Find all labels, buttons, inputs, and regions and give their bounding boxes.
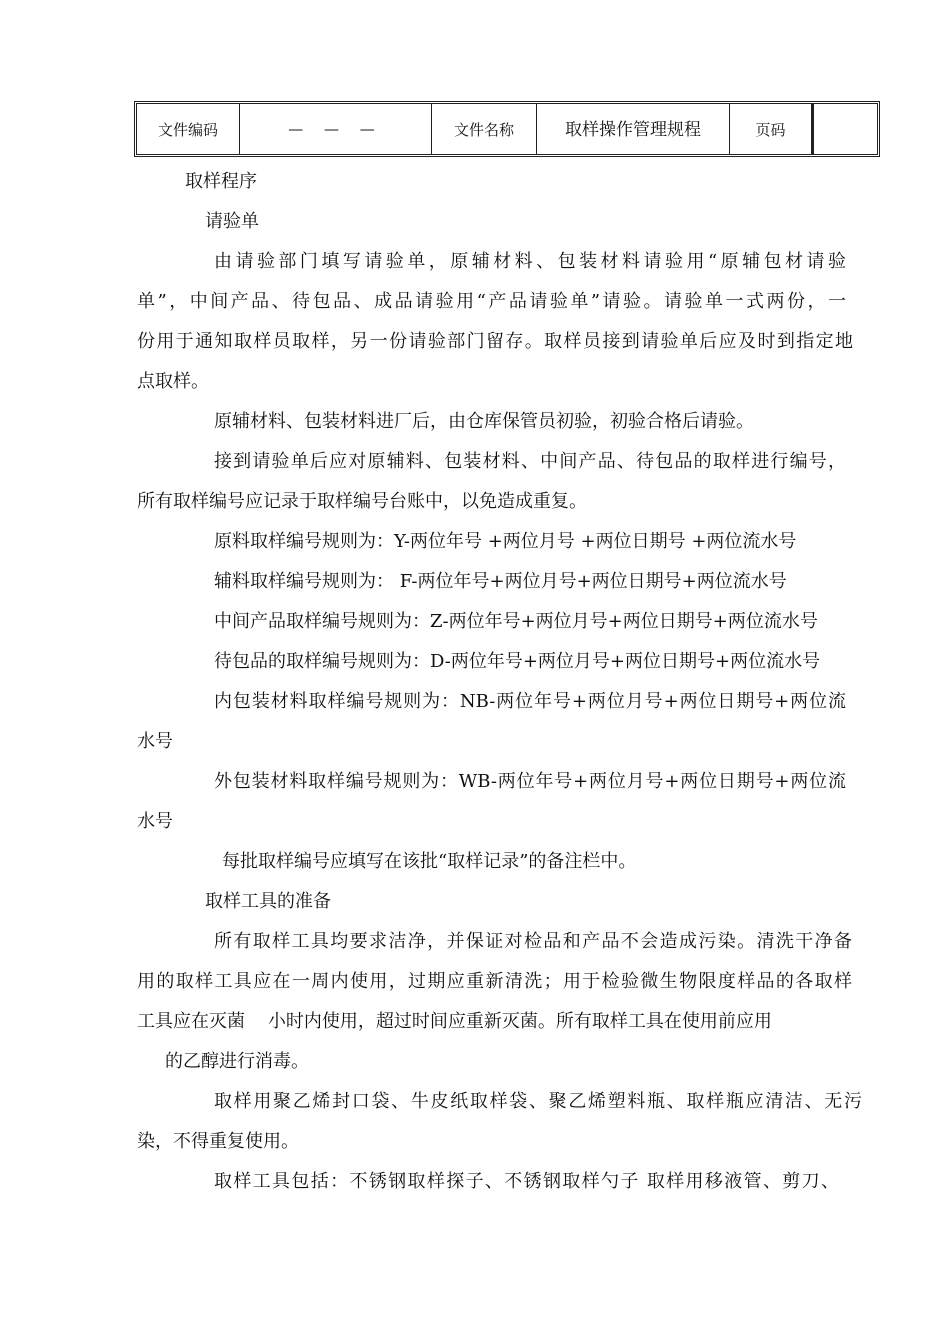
- numbering-rule-raw-material: 原料取样编号规则为：Y-两位年号 +两位月号 +两位日期号 +两位流水号: [214, 531, 797, 552]
- file-name-label: 文件名称: [432, 104, 537, 154]
- paragraph-line: 所有取样编号应记录于取样编号台账中，以免造成重复。: [137, 491, 587, 512]
- section-heading-sampling-procedure: 取样程序: [185, 171, 257, 192]
- paragraph-line: 接到请验单后应对原辅料、包装材料、中间产品、待包品的取样进行编号，: [214, 451, 846, 472]
- paragraph-line: 份用于通知取样员取样，另一份请验部门留存。取样员接到请验单后应及时到指定地: [137, 331, 853, 352]
- paragraph-line: 的乙醇进行消毒。: [165, 1051, 309, 1072]
- paragraph-line: 取样用聚乙烯封口袋、牛皮纸取样袋、聚乙烯塑料瓶、取样瓶应清洁、无污: [214, 1091, 862, 1112]
- subheading-request-form: 请验单: [205, 211, 259, 232]
- numbering-rule-intermediate: 中间产品取样编号规则为：Z-两位年号+两位月号+两位日期号+两位流水号: [214, 611, 818, 632]
- page-value: [812, 104, 877, 154]
- paragraph-line: 点取样。: [137, 371, 209, 392]
- paragraph-line: 原辅材料、包装材料进厂后，由仓库保管员初验，初验合格后请验。: [214, 411, 754, 432]
- paragraph-line: 染，不得重复使用。: [137, 1131, 299, 1152]
- numbering-rule-outer-packaging: 外包装材料取样编号规则为：WB-两位年号+两位月号+两位日期号+两位流: [214, 771, 846, 792]
- document-header-table: [134, 101, 880, 157]
- paragraph-line: 由请验部门填写请验单，原辅材料、包装材料请验用“原辅包材请验: [214, 251, 846, 272]
- paragraph-line: 工具应在灭菌 小时内使用，超过时间应重新灭菌。所有取样工具在使用前应用: [137, 1011, 772, 1032]
- numbering-rule-pending-package: 待包品的取样编号规则为：D-两位年号+两位月号+两位日期号+两位流水号: [214, 651, 821, 672]
- paragraph-line: 用的取样工具应在一周内使用，过期应重新清洗；用于检验微生物限度样品的各取样: [137, 971, 852, 992]
- paragraph-line: 所有取样工具均要求洁净，并保证对检品和产品不会造成污染。清洗干净备: [214, 931, 852, 952]
- paragraph-line: 取样工具包括：不锈钢取样探子、不锈钢取样勺子 取样用移液管、剪刀、: [214, 1171, 839, 1192]
- numbering-rule-excipient: 辅料取样编号规则为： F-两位年号+两位月号+两位日期号+两位流水号: [214, 571, 787, 592]
- file-code-label: 文件编码: [137, 104, 240, 154]
- file-name-value: 取样操作管理规程: [537, 104, 730, 154]
- file-code-value: — — —: [240, 104, 432, 154]
- subheading-sampling-tools: 取样工具的准备: [205, 891, 331, 912]
- page-label: 页码: [730, 104, 812, 154]
- paragraph-line: 水号: [137, 731, 173, 752]
- numbering-rule-inner-packaging: 内包装材料取样编号规则为：NB-两位年号+两位月号+两位日期号+两位流: [214, 691, 846, 712]
- paragraph-line: 水号: [137, 811, 173, 832]
- paragraph-line: 每批取样编号应填写在该批“取样记录”的备注栏中。: [222, 851, 637, 872]
- paragraph-line: 单”，中间产品、待包品、成品请验用“产品请验单”请验。请验单一式两份，一: [137, 291, 846, 312]
